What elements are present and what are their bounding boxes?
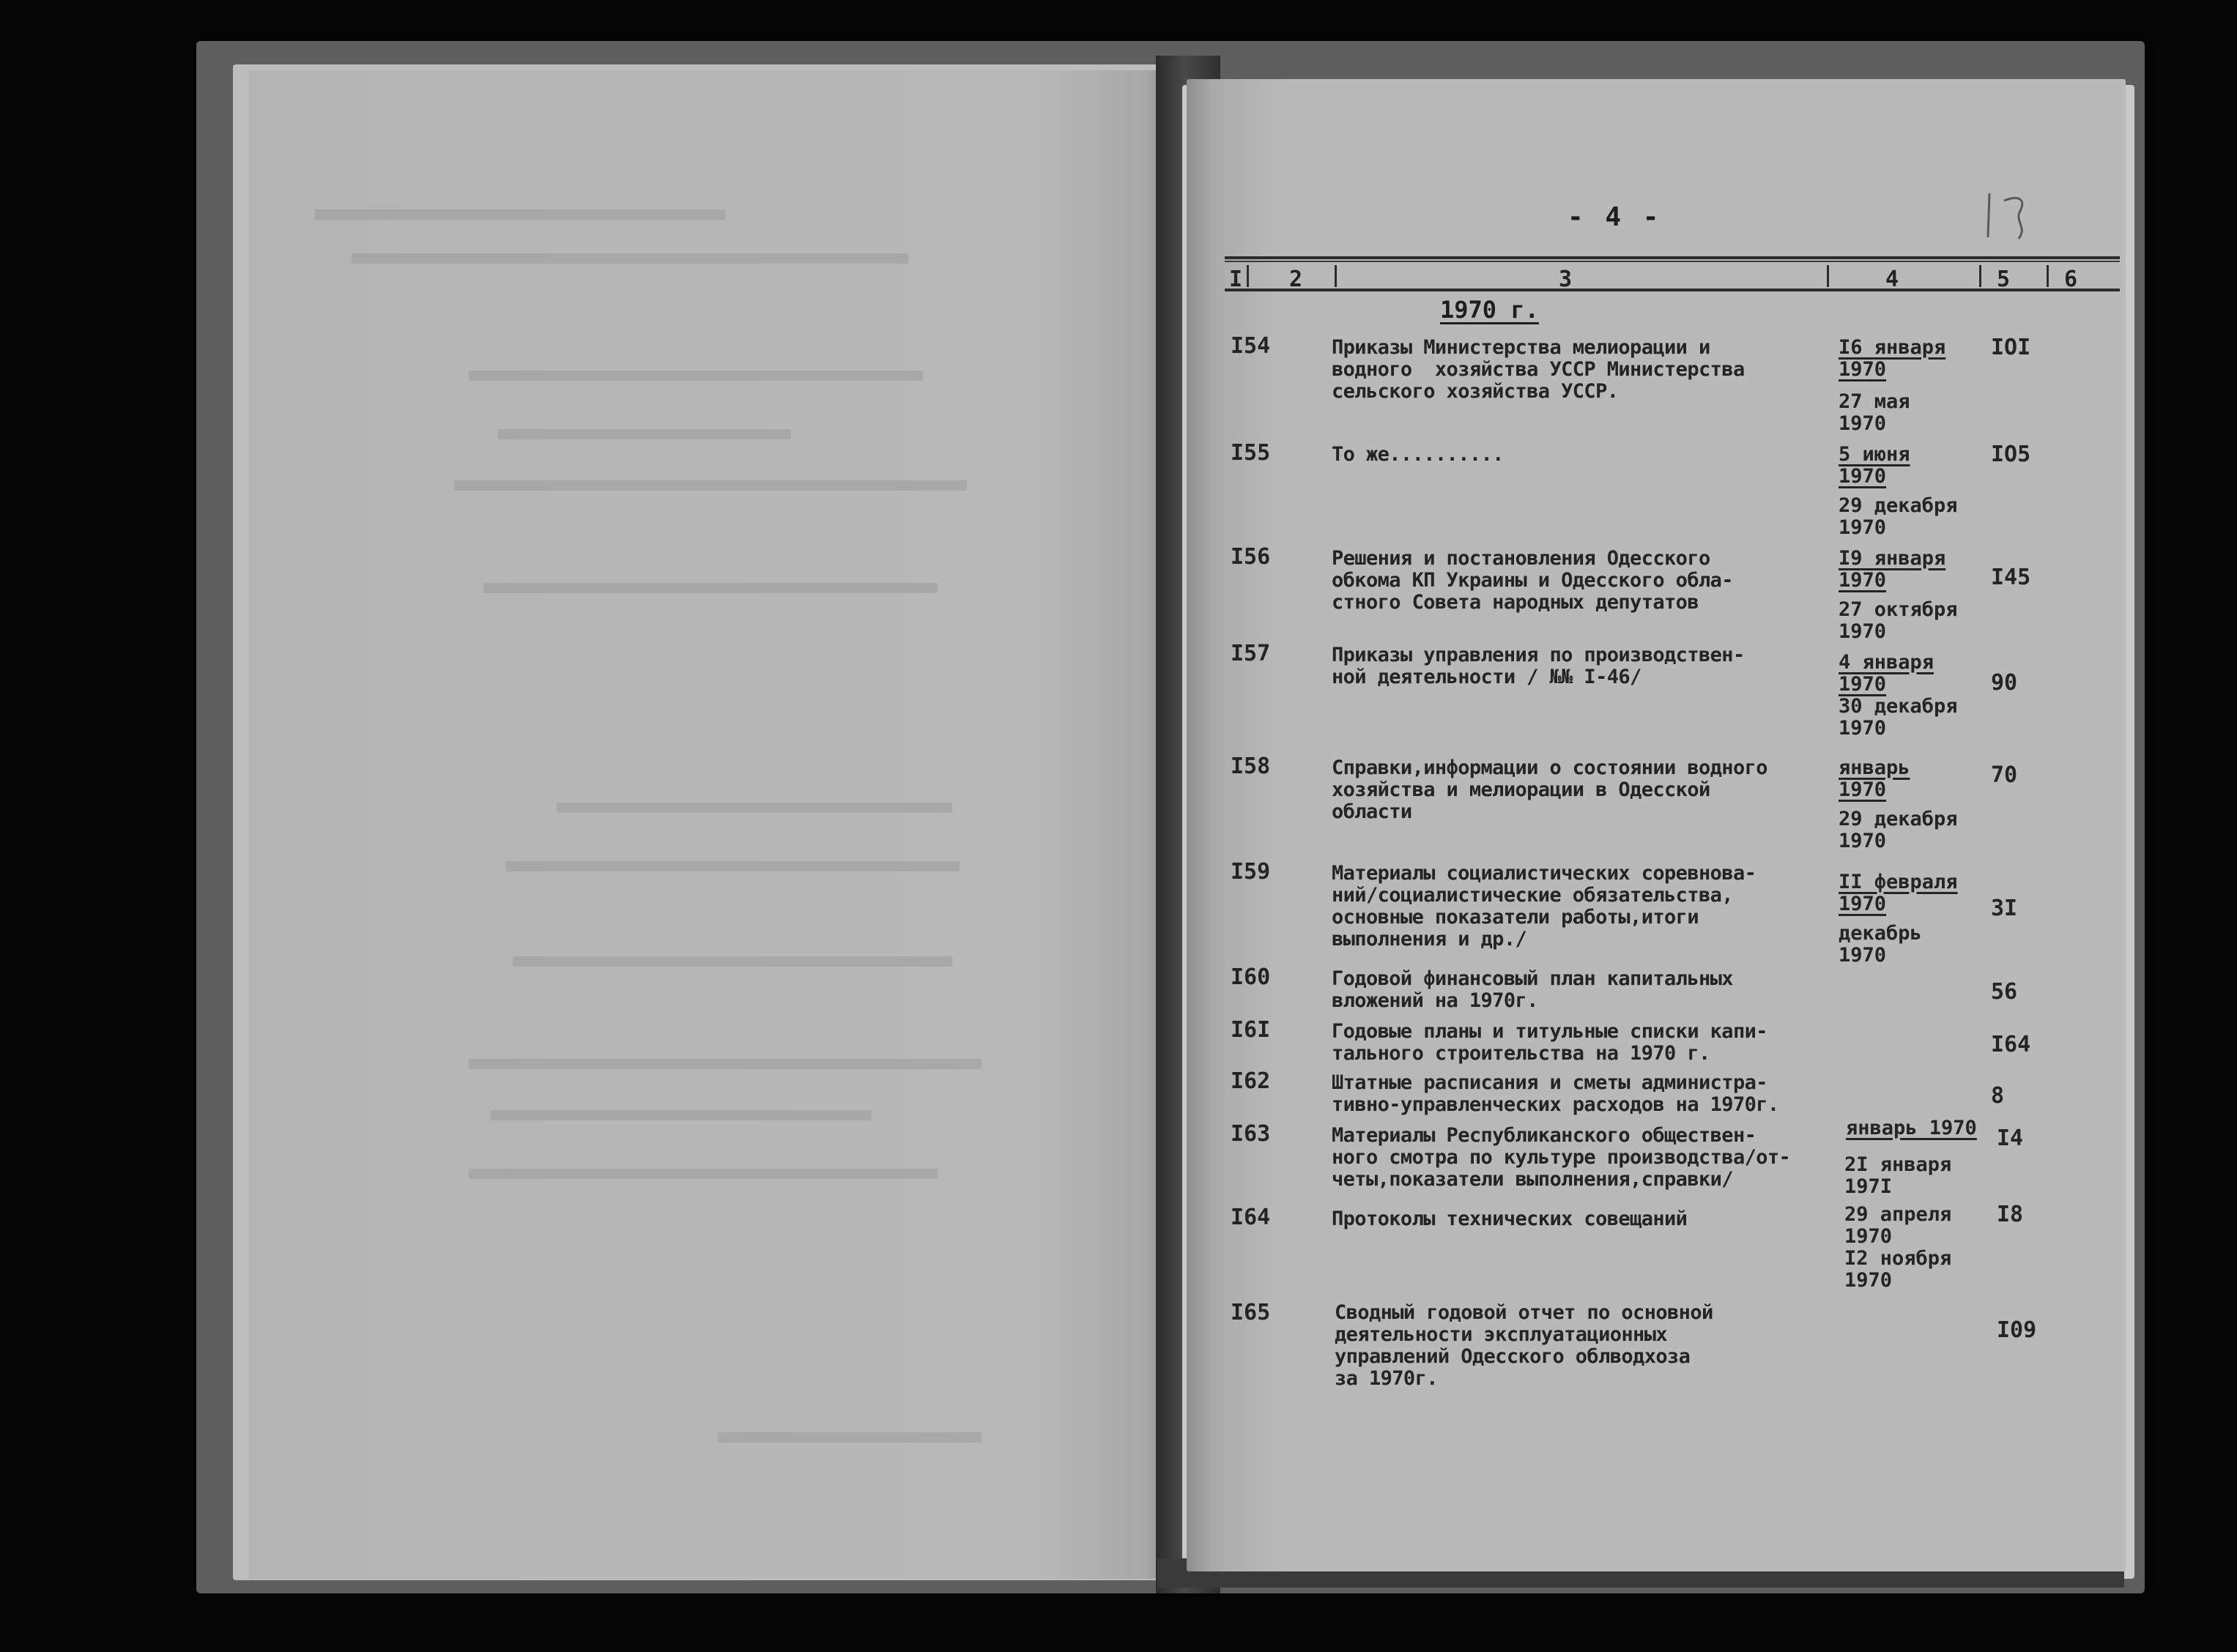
column-separator [1247, 265, 1249, 287]
row-number: I56 [1231, 544, 1271, 570]
row-date-end: 2I января 197I [1844, 1153, 1952, 1198]
row-description: Приказы управления по производствен- ной деятельности / №№ I-46/ [1332, 644, 1745, 688]
table-header-rule [1225, 289, 2120, 291]
row-sheets: 8 [1991, 1083, 2005, 1109]
row-number: I57 [1231, 641, 1271, 666]
bleed-through-line [469, 371, 923, 381]
row-date-end: 30 декабря 1970 [1839, 695, 1958, 740]
row-date-end: I2 ноября 1970 [1844, 1247, 1952, 1292]
column-separator [1335, 265, 1337, 287]
bleed-through-line [491, 1110, 872, 1120]
column-separator [1827, 265, 1829, 287]
row-description: Штатные расписания и сметы администра- тивно-управленческих расходов на 1970г. [1332, 1071, 1779, 1116]
row-description: То же.......... [1332, 443, 1504, 466]
row-number: I64 [1231, 1205, 1271, 1230]
row-number: I63 [1231, 1121, 1271, 1147]
row-number: I59 [1231, 859, 1271, 885]
row-sheets: 70 [1991, 762, 2018, 788]
row-sheets: I8 [1997, 1202, 2024, 1227]
column-separator [1979, 265, 1981, 287]
row-date-end: 27 мая 1970 [1839, 390, 1910, 435]
row-description: Приказы Министерства мелиорации и водного хозяйства УССР Министерства сельского хозяйства УССР. [1332, 336, 1745, 403]
row-description: Протоколы технических совещаний [1332, 1208, 1688, 1230]
row-number: I54 [1231, 333, 1271, 359]
row-sheets: IOI [1991, 335, 2031, 360]
row-number: I55 [1231, 440, 1271, 466]
bleed-through-line [469, 1169, 938, 1179]
column-header-4: 4 [1885, 267, 1899, 292]
row-date-start: 5 июня 1970 [1839, 443, 1910, 488]
row-date-start: I9 января 1970 [1839, 547, 1946, 592]
row-date-end: 29 декабря 1970 [1839, 494, 1958, 539]
row-date-start: II февраля 1970 [1839, 871, 1958, 915]
bleed-through-line [505, 861, 960, 871]
row-sheets: 56 [1991, 979, 2018, 1005]
row-description: Годовые планы и титульные списки капи- тального строительства на 1970 г. [1332, 1020, 1767, 1065]
row-date-start: 4 января 1970 [1839, 651, 1934, 696]
handwritten-folio-mark [1982, 179, 2033, 245]
bleed-through-line [483, 583, 938, 593]
row-description: Годовой финансовый план капитальных вложений на 1970г. [1332, 967, 1733, 1012]
row-date-start: I6 января 1970 [1839, 336, 1946, 381]
row-description: Решения и постановления Одесского обкома КП Украины и Одесского обла- стного Совета народных депутатов [1332, 547, 1733, 614]
row-description: Сводный годовой отчет по основной деятельности эксплуатационных управлений Одесского облводхоза за 1970г. [1335, 1301, 1713, 1390]
row-date-end: декабрь 1970 [1839, 922, 1922, 967]
column-header-2: 2 [1289, 267, 1303, 292]
row-sheets: I64 [1991, 1032, 2031, 1057]
row-number: I65 [1231, 1300, 1271, 1325]
row-sheets: I4 [1997, 1125, 2024, 1151]
column-separator [2047, 265, 2049, 287]
row-date-end: 27 октября 1970 [1839, 598, 1958, 643]
row-date-start: январь 1970 [1839, 756, 1910, 801]
row-number: I58 [1231, 754, 1271, 779]
bleed-through-line [454, 480, 967, 491]
row-sheets: I09 [1997, 1317, 2037, 1343]
left-page [249, 70, 1173, 1579]
page-number: - 4 - [1568, 202, 1662, 232]
row-description: Материалы Республиканского обществен- ного смотра по культуре производства/от- четы,показатели выполнения,справки/ [1332, 1124, 1791, 1191]
bleed-through-line [513, 956, 952, 967]
column-header-5: 5 [1997, 267, 2011, 292]
column-header-3: 3 [1559, 267, 1573, 292]
bleed-through-line [557, 803, 952, 813]
row-date-start: 29 апреля 1970 [1844, 1203, 1952, 1248]
bleed-through-line [315, 209, 725, 220]
bleed-through-line [352, 253, 908, 264]
row-date-start: январь 1970 [1846, 1117, 1977, 1139]
column-header-1: I [1229, 267, 1243, 292]
bleed-through-line [498, 429, 791, 439]
row-description: Справки,информации о состоянии водного хозяйства и мелиорации в Одесской области [1332, 756, 1767, 823]
bleed-through-line [469, 1059, 982, 1069]
row-sheets: I45 [1991, 565, 2031, 590]
row-date-end: 29 декабря 1970 [1839, 808, 1958, 852]
table-top-rule [1225, 256, 2120, 259]
row-sheets: IO5 [1991, 442, 2031, 467]
row-sheets: 90 [1991, 670, 2018, 696]
row-number: I60 [1231, 964, 1271, 990]
row-sheets: 3I [1991, 896, 2018, 921]
row-number: I6I [1231, 1017, 1271, 1043]
year-heading: 1970 г. [1440, 296, 1539, 324]
bleed-through-line [718, 1432, 982, 1443]
column-header-6: 6 [2064, 267, 2078, 292]
table-top-rule-inner [1225, 261, 2120, 262]
row-number: I62 [1231, 1068, 1271, 1094]
row-description: Материалы социалистических соревнова- ний/социалистические обязательства, основные показатели работы,итоги выполнения и др./ [1332, 862, 1756, 950]
